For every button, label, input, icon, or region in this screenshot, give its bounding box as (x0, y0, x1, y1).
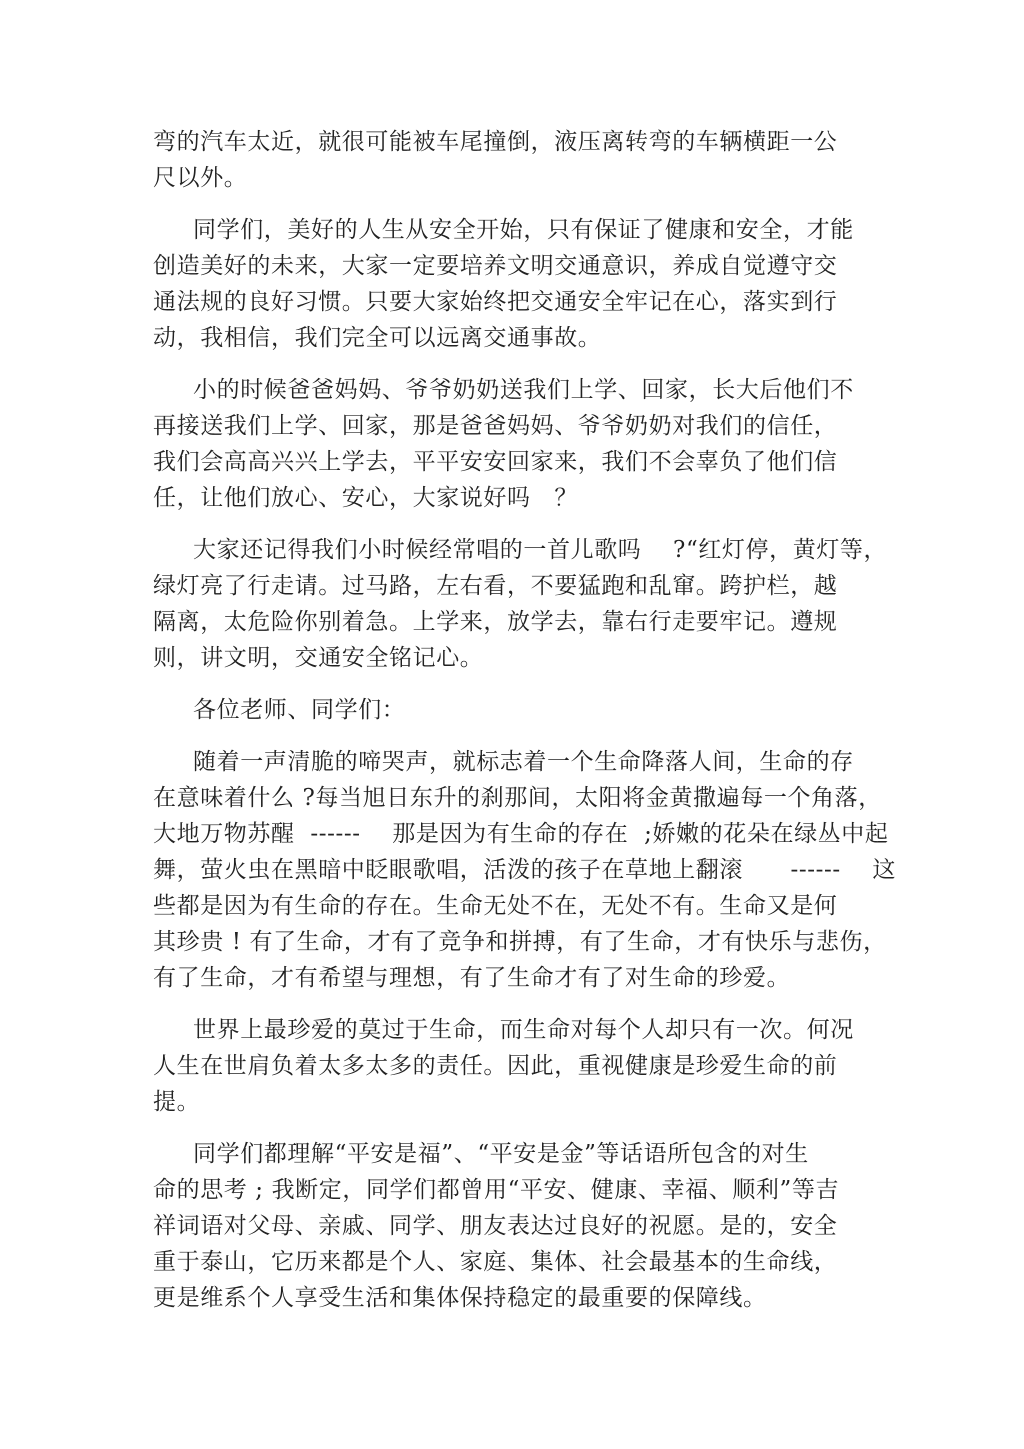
text-line: 则，讲文明，交通安全铭记心。 (153, 645, 484, 671)
text-line: 同学们，美好的人生从安全开始，只有保证了健康和安全，才能 (193, 217, 854, 243)
text-line: 动，我相信，我们完全可以远离交通事故。 (153, 325, 602, 351)
text-line: 人生在世肩负着太多太多的责任。因此，重视健康是珍爱生命的前 (153, 1053, 838, 1079)
text-line: 大地万物苏醒 ------ 那是因为有生命的存在 ;娇嫩的花朵在绿丛中起 (153, 821, 889, 847)
text-line: 更是维系个人享受生活和集体保持稳定的最重要的保障线。 (153, 1285, 767, 1311)
text-line: 有了生命，才有希望与理想，有了生命才有了对生命的珍爱。 (153, 965, 791, 991)
text-line: 大家还记得我们小时候经常唱的一首儿歌吗 ?“红灯停，黄灯等， (193, 537, 888, 563)
text-line: 命的思考 ; 我断定，同学们都曾用“平安、健康、幸福、顺利”等吉 (153, 1177, 840, 1203)
text-line: 小的时候爸爸妈妈、爷爷奶奶送我们上学、回家，长大后他们不 (193, 377, 854, 403)
text-line: 其珍贵 ! 有了生命，才有了竞争和拼搏，有了生命，才有快乐与悲伤， (153, 929, 887, 955)
text-line: 同学们都理解“平安是福”、“平安是金”等话语所包含的对生 (193, 1141, 809, 1167)
text-line: 隔离，太危险你别着急。上学来，放学去，靠右行走要牢记。遵规 (153, 609, 838, 635)
paragraph (153, 744, 896, 996)
text-line: 绿灯亮了行走请。过马路，左右看，不要猛跑和乱窜。跨护栏，越 (153, 573, 838, 599)
paragraph (153, 372, 853, 516)
paragraph (153, 532, 888, 676)
paragraph (153, 1012, 853, 1120)
text-line: 各位老师、同学们： (193, 697, 406, 723)
text-line: 任，让他们放心、安心，大家说好吗 ？ (153, 485, 578, 511)
text-line: 尺以外。 (153, 165, 248, 191)
text-line: 重于泰山，它历来都是个人、家庭、集体、社会最基本的生命线， (153, 1249, 838, 1275)
text-line: 舞，萤火虫在黑暗中眨眼歌唱，活泼的孩子在草地上翻滚 ------ 这 (153, 857, 896, 883)
paragraph (153, 124, 853, 196)
text-line: 祥词语对父母、亲戚、同学、朋友表达过良好的祝愿。是的，安全 (153, 1213, 838, 1239)
text-line: 弯的汽车太近，就很可能被车尾撞倒，液压离转弯的车辆横距一公 (153, 129, 838, 155)
text-line: 随着一声清脆的啼哭声，就标志着一个生命降落人间，生命的存 (193, 749, 854, 775)
paragraph (153, 212, 853, 356)
text-line: 再接送我们上学、回家，那是爸爸妈妈、爷爷奶奶对我们的信任， (153, 413, 838, 439)
text-line: 提。 (153, 1089, 201, 1115)
text-line: 些都是因为有生命的存在。生命无处不在，无处不有。生命又是何 (153, 893, 838, 919)
text-line: 世界上最珍爱的莫过于生命，而生命对每个人却只有一次。何况 (193, 1017, 854, 1043)
paragraph (153, 1136, 853, 1316)
document-body (153, 124, 896, 1332)
paragraph (153, 692, 853, 728)
text-line: 创造美好的未来，大家一定要培养文明交通意识，养成自觉遵守交 (153, 253, 838, 279)
text-line: 通法规的良好习惯。只要大家始终把交通安全牢记在心，落实到行 (153, 289, 838, 315)
text-line: 在意味着什么 ?每当旭日东升的刹那间，太阳将金黄撒遍每一个角落， (153, 785, 882, 811)
text-line: 我们会高高兴兴上学去，平平安安回家来，我们不会辜负了他们信 (153, 449, 838, 475)
